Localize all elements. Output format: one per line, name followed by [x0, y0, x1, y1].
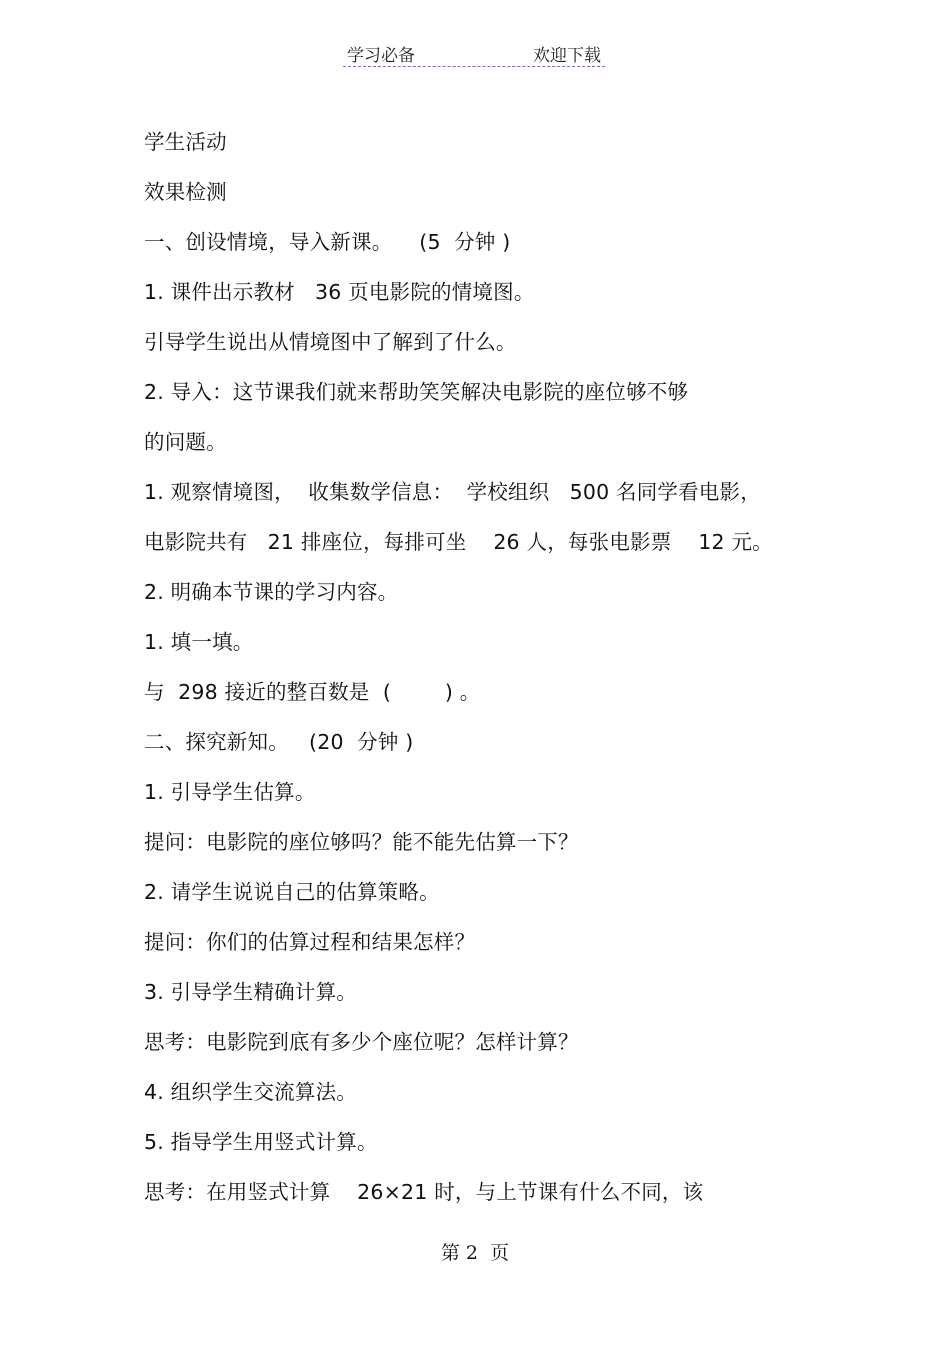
- text-line: 的问题。: [144, 430, 227, 454]
- header-left-text: 学习必备: [347, 46, 415, 66]
- text-line: 1. 课件出示教材 36 页电影院的情境图。: [144, 280, 535, 304]
- text-line: 与 298 接近的整百数是 ( ) 。: [144, 680, 481, 704]
- text-line: 4. 组织学生交流算法。: [144, 1080, 357, 1104]
- text-line: 学生活动: [144, 130, 227, 154]
- text-line: 2. 请学生说说自己的估算策略。: [144, 880, 440, 904]
- text-line: 效果检测: [144, 180, 227, 204]
- text-line: 1. 观察情境图， 收集数学信息： 学校组织 500 名同学看电影，: [144, 480, 761, 504]
- page-header: [343, 38, 605, 67]
- text-line: 提问：电影院的座位够吗？能不能先估算一下？: [144, 830, 579, 854]
- text-line: 电影院共有 21 排座位，每排可坐 26 人，每张电影票 12 元。: [144, 530, 773, 554]
- text-line: 思考：电影院到底有多少个座位呢？怎样计算？: [144, 1030, 579, 1054]
- text-line: 一、创设情境，导入新课。 (5 分钟 ): [144, 230, 511, 254]
- text-line: 思考：在用竖式计算 26×21 时，与上节课有什么不同，该: [144, 1180, 704, 1204]
- text-line: 二、探究新知。 (20 分钟 ): [144, 730, 414, 754]
- text-line: 3. 引导学生精确计算。: [144, 980, 357, 1004]
- document-body: [144, 117, 844, 1217]
- text-line: 提问：你们的估算过程和结果怎样？: [144, 930, 476, 954]
- text-line: 2. 明确本节课的学习内容。: [144, 580, 399, 604]
- text-line: 1. 填一填。: [144, 630, 254, 654]
- text-line: 1. 引导学生估算。: [144, 780, 316, 804]
- text-line: 引导学生说出从情境图中了解到了什么。: [144, 330, 517, 354]
- text-line: 2. 导入：这节课我们就来帮助笑笑解决电影院的座位够不够: [144, 380, 689, 404]
- text-line: 5. 指导学生用竖式计算。: [144, 1130, 378, 1154]
- page-number: 第 2 页: [440, 1242, 510, 1264]
- header-right-text: 欢迎下载: [533, 46, 601, 66]
